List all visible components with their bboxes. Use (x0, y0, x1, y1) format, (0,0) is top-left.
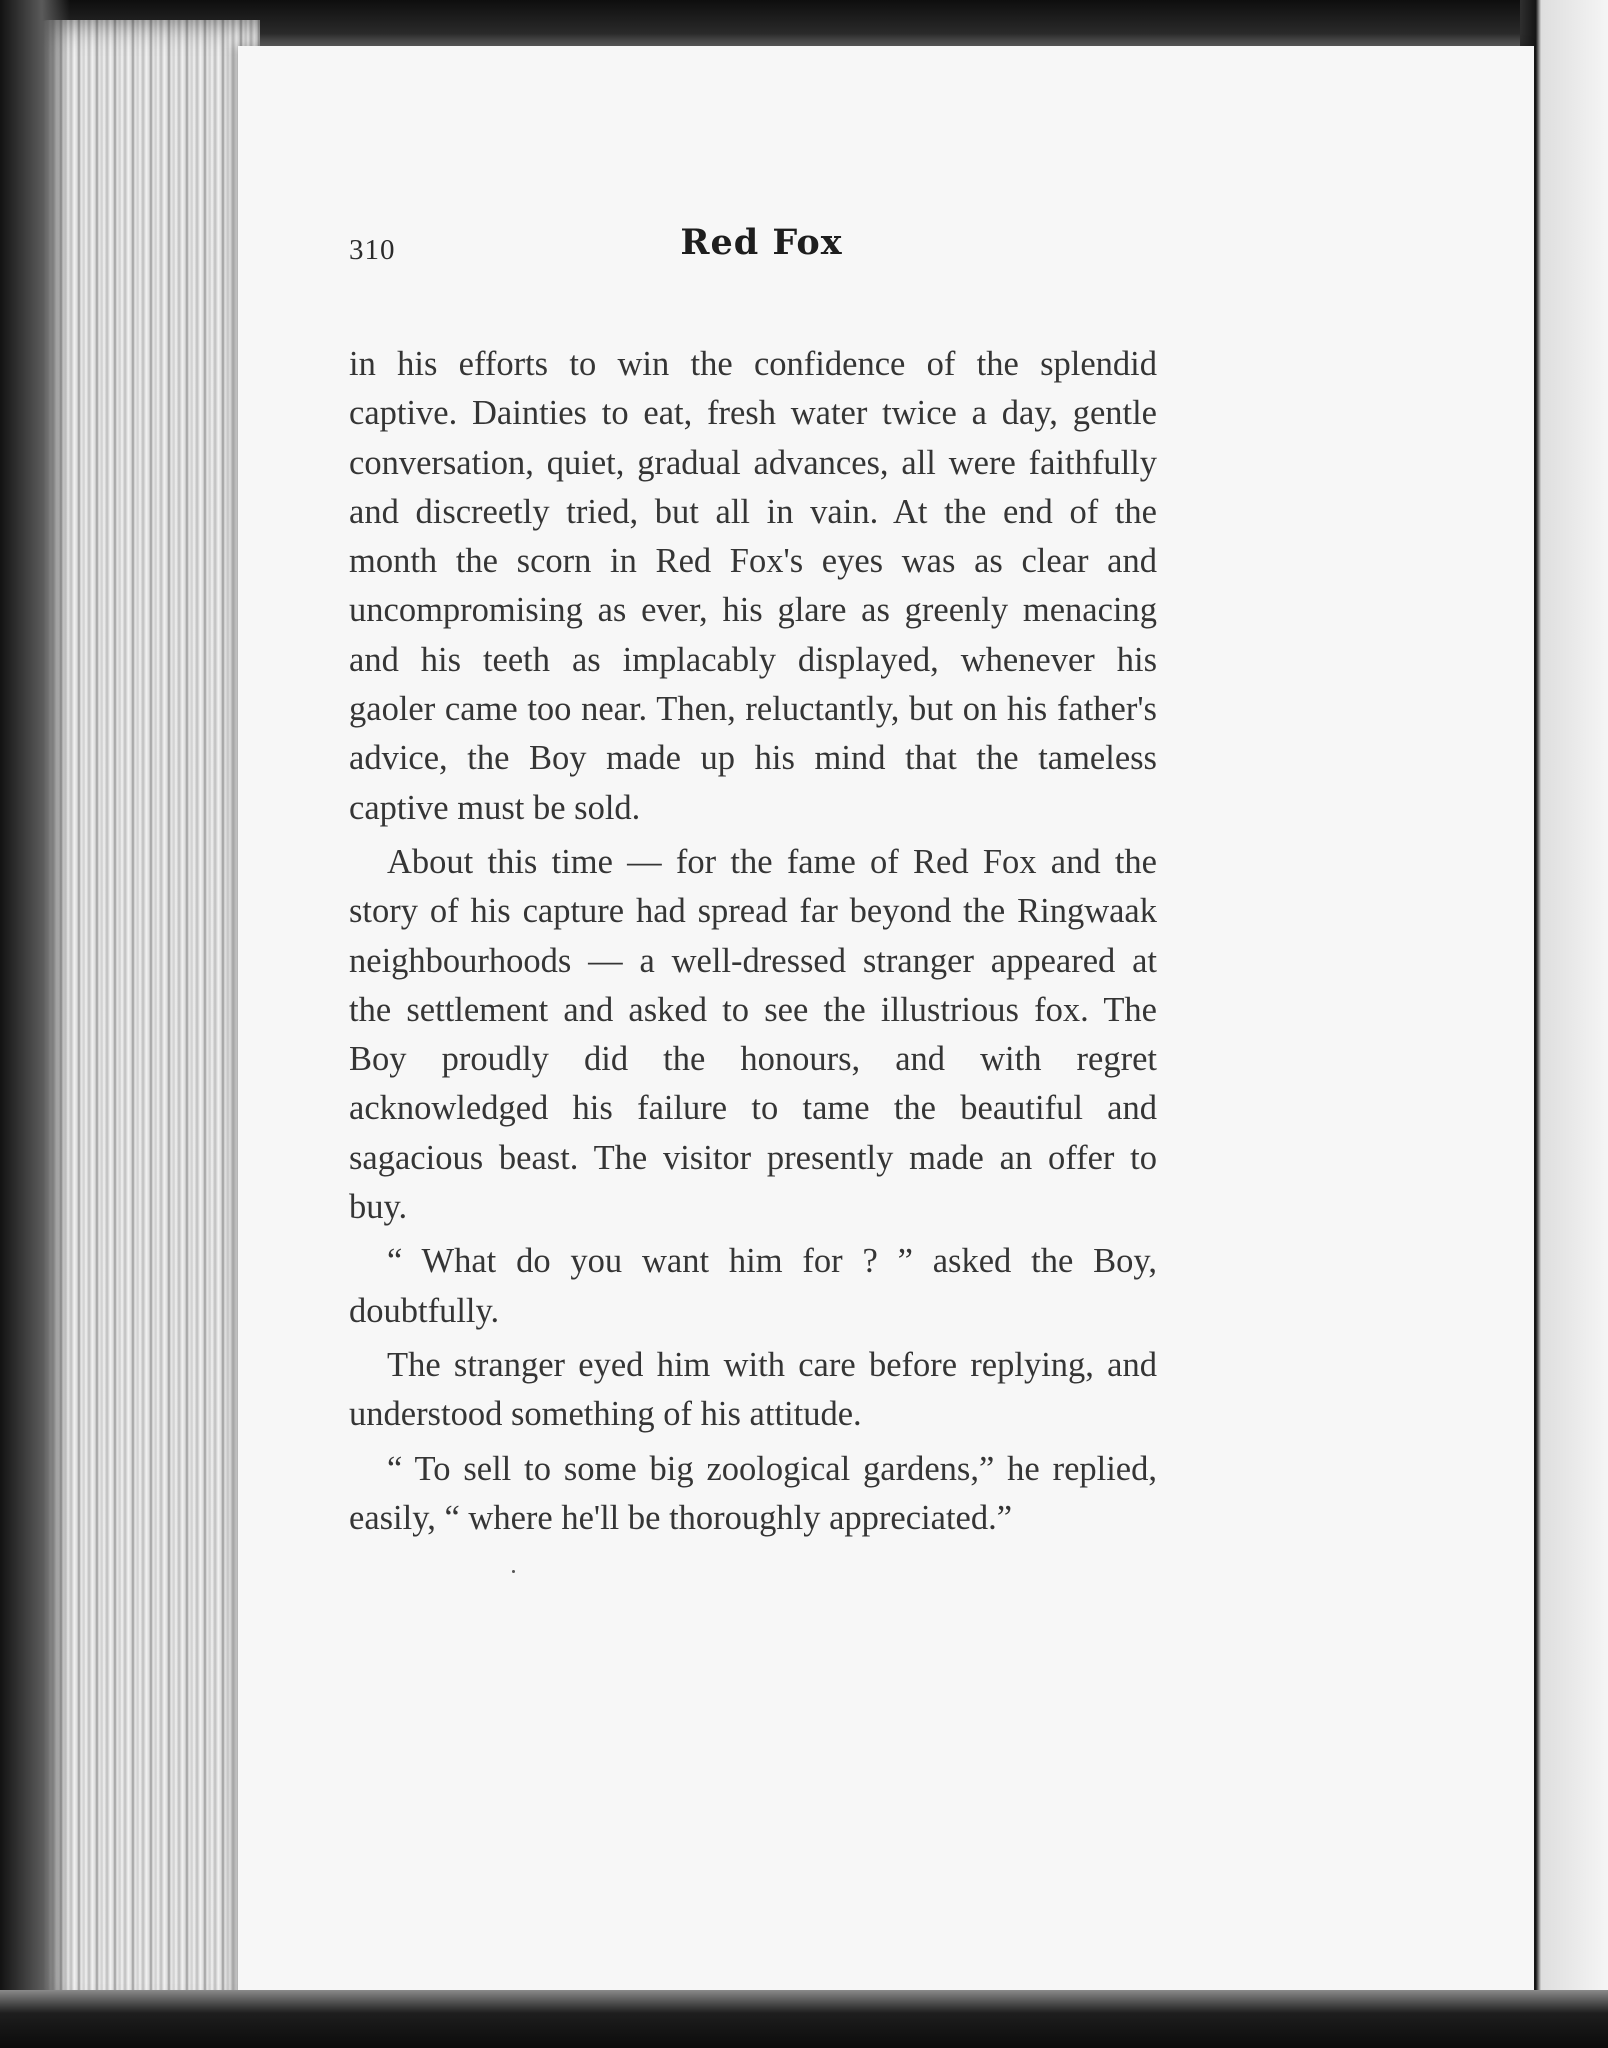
body-text (349, 340, 1157, 1543)
ink-speck (512, 1570, 515, 1573)
paragraph-5: “ To sell to some big zoological gardens,” he replied, easily, “ where he'll be thoroughly appreciated.” (349, 1449, 1157, 1537)
page-number: 310 (349, 234, 396, 266)
paragraph-2: About this time — for the fame of Red Fox and the story of his capture had spread far beyond the Ringwaak neighbourhoods — a well-dressed stranger appeared at the settlement and asked to see the illustrious fox. The Boy proudly did the honours, and with regret acknowledged his failure to tame the beautiful and sagacious beast. The visitor presently made an offer to buy. (349, 842, 1157, 1227)
paragraph-3: “ What do you want him for ? ” asked the Boy, doubtfully. (349, 1242, 1157, 1330)
paragraph-4: The stranger eyed him with care before replying, and understood something of his attitude. (349, 1345, 1157, 1434)
running-title: Red Fox (680, 222, 843, 263)
bottom-shadow-band (0, 1990, 1608, 2048)
page-header (349, 222, 1174, 282)
left-edge-shadow (0, 0, 70, 2048)
paragraph-1: in his efforts to win the confidence of the splendid captive. Dainties to eat, fresh water twice a day, gentle conversation, quiet, gradual advances, all were faithfully and discreetly tried, but all in vain. At the end of the month the scorn in Red Fox's eyes was as clear and uncompromising as ever, his glare as greenly menacing and his teeth as implacably displayed, whenever his gaoler came too near. Then, reluctantly, but on his father's advice, the Boy made up his mind that the tameless captive must be sold. (349, 345, 1157, 827)
